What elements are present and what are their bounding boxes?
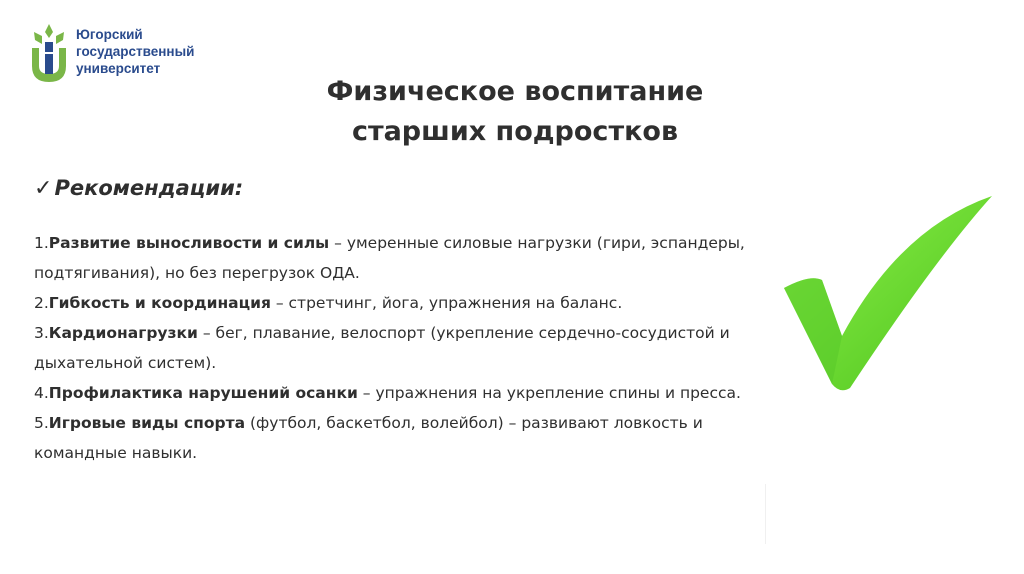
list-item-separator: –: [197, 324, 216, 342]
check-mark-icon: ✓: [34, 176, 53, 201]
list-item-number: 3.: [34, 324, 49, 342]
slide-title: [250, 72, 780, 152]
list-item: [34, 288, 774, 318]
university-name: [76, 26, 194, 77]
list-item: [34, 408, 774, 468]
recommendations-heading-text: Рекомендации:: [54, 176, 244, 200]
list-item-number: 5.: [34, 414, 49, 432]
green-checkmark-icon: [770, 188, 1000, 398]
list-item-title: Игровые виды спорта: [48, 414, 246, 432]
list-item-number: 1.: [34, 234, 49, 252]
divider: [765, 484, 766, 544]
list-item-separator: –: [270, 294, 289, 312]
list-item-separator: –: [357, 384, 376, 402]
list-item-title: Профилактика нарушений осанки: [48, 384, 358, 402]
list-item-text: бег, плавание, велоспорт (укрепление сердечно-сосудистой и дыхательной систем).: [34, 324, 730, 372]
list-item-separator: –: [329, 234, 347, 252]
recommendations-list: [34, 228, 774, 468]
list-item: [34, 318, 774, 378]
list-item-text: стретчинг, йога, упражнения на баланс.: [288, 294, 623, 312]
slide-title-line-2: старших подростков: [351, 116, 679, 147]
list-item: [34, 378, 774, 408]
list-item-text: упражнения на укрепление спины и пресса.: [375, 384, 741, 402]
list-item-title: Развитие выносливости и силы: [48, 234, 330, 252]
list-item-number: 2.: [34, 294, 49, 312]
list-item-number: 4.: [34, 384, 49, 402]
list-item-title: Гибкость и координация: [48, 294, 271, 312]
list-item-text: умеренные силовые нагрузки (гири, эспандеры, подтягивания), но без перегрузок ОДА.: [34, 234, 745, 282]
list-item-title: Кардионагрузки: [48, 324, 198, 342]
university-name-line-3: университет: [76, 61, 161, 76]
university-emblem-icon: [28, 22, 70, 84]
list-item: [34, 228, 774, 288]
slide-title-line-1: Физическое воспитание: [326, 76, 704, 107]
university-name-line-2: государственный: [76, 44, 195, 59]
list-item-text: (футбол, баскетбол, волейбол) – развивают ловкость и командные навыки.: [34, 414, 703, 462]
university-name-line-1: Югорский: [76, 27, 143, 42]
recommendations-heading: [34, 176, 243, 201]
university-logo: [28, 22, 228, 84]
